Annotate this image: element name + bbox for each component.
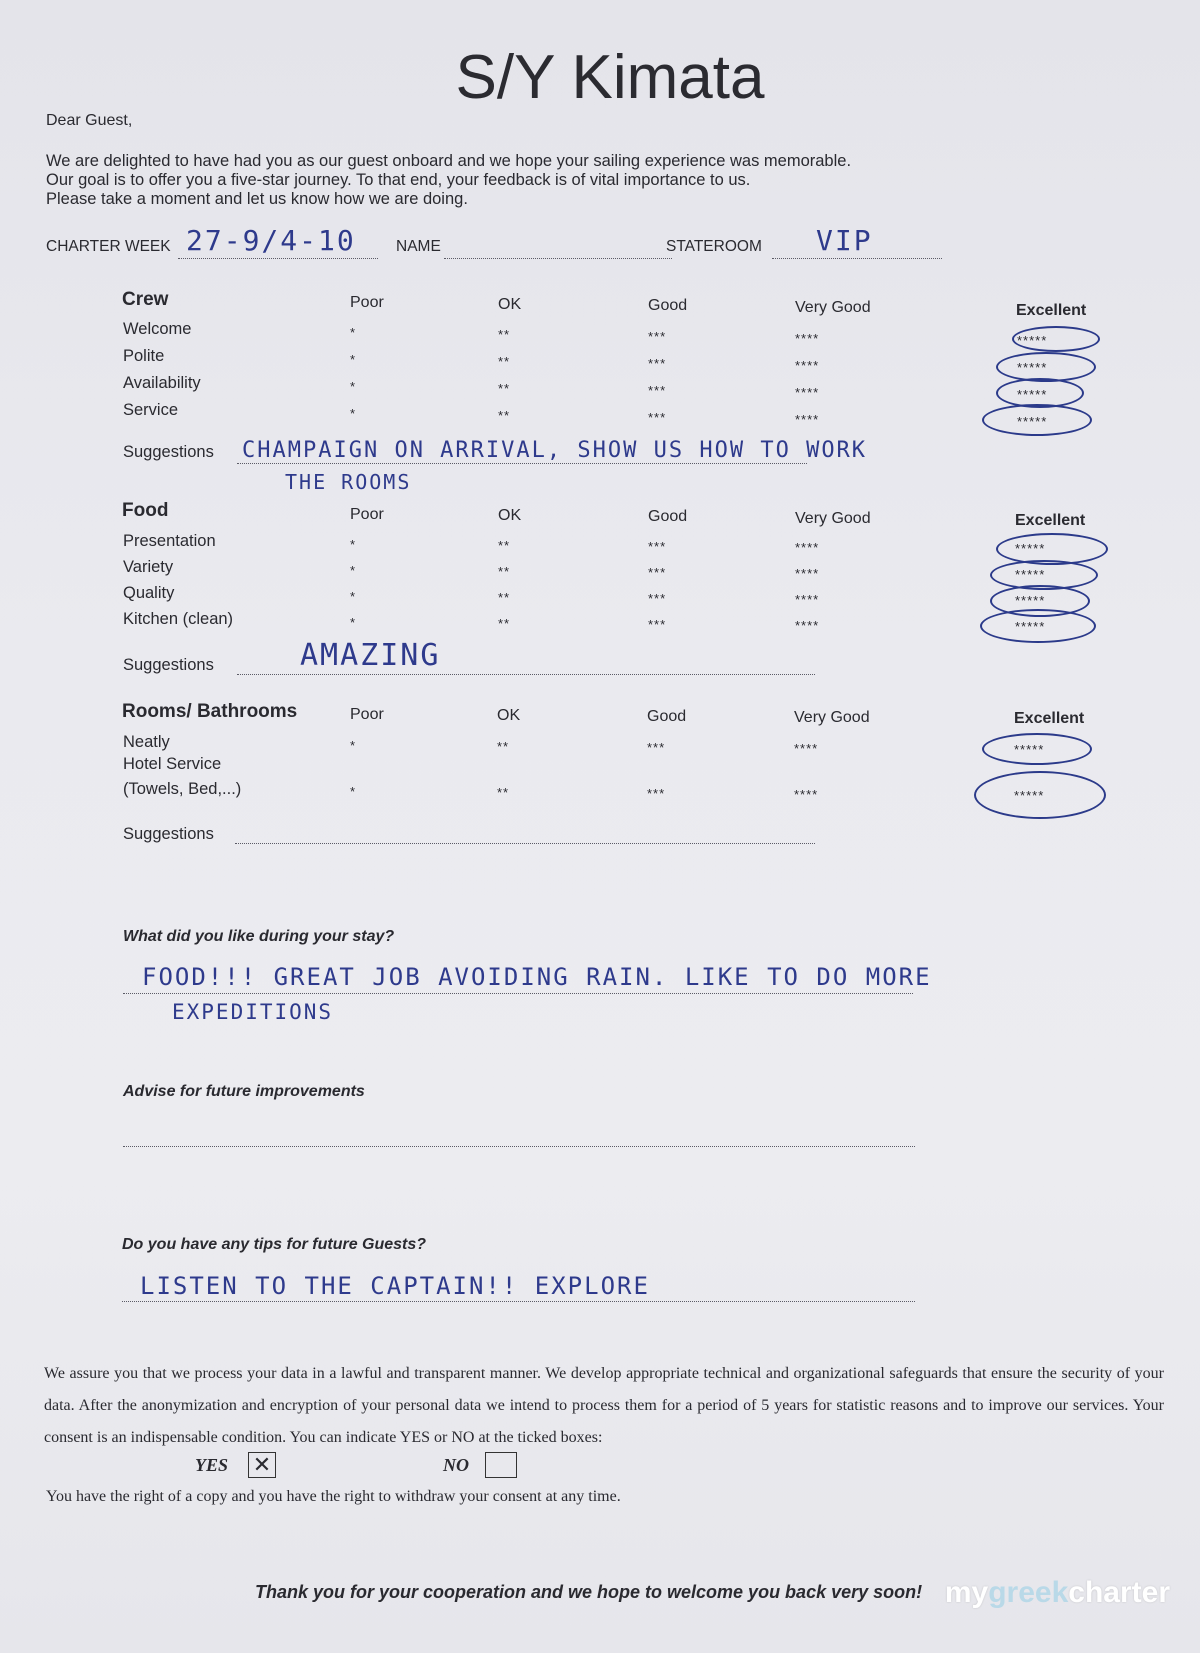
rating-1-star[interactable]: * [350, 379, 357, 394]
crew-col-good: Good [648, 297, 688, 314]
rating-3-star[interactable]: *** [647, 786, 666, 801]
rating-4-star[interactable]: **** [795, 618, 820, 633]
footer-thanks: Thank you for your cooperation and we hope to welcome you back very soon! [255, 1582, 923, 1602]
intro-line-2: Our goal is to offer you a five-star journey. To that end, your feedback is of vital importance to us. [46, 171, 751, 189]
intro-line-1: We are delighted to have had you as our guest onboard and we hope your sailing experience was memorable. [46, 152, 852, 170]
improvements-question-label: Advise for future improvements [123, 1083, 365, 1100]
crew-suggestions-line-1[interactable]: CHAMPAIGN ON ARRIVAL, SHOW US HOW TO WORK [242, 438, 868, 463]
rating-1-star[interactable]: * [350, 589, 357, 604]
stateroom-value[interactable]: VIP [816, 224, 873, 257]
rating-1-star[interactable]: * [350, 615, 357, 630]
rating-5-star[interactable]: ***** [1017, 333, 1048, 348]
food-row-quality: Quality [123, 584, 175, 602]
rating-5-star[interactable]: ***** [1015, 619, 1046, 634]
consent-yes-label: YES [195, 1455, 229, 1475]
rating-3-star[interactable]: *** [648, 591, 667, 606]
rating-4-star[interactable]: **** [795, 566, 820, 581]
charter-week-value[interactable]: 27-9/4-10 [186, 224, 356, 257]
rating-5-star[interactable]: ***** [1014, 788, 1045, 803]
consent-no-label: NO [443, 1455, 469, 1475]
rating-2-star[interactable]: ** [498, 381, 511, 396]
crew-col-very-good: Very Good [795, 299, 871, 316]
selection-circle [980, 609, 1096, 643]
rating-1-star[interactable]: * [350, 352, 357, 367]
rooms-heading: Rooms/ Bathrooms [122, 701, 298, 722]
rating-4-star[interactable]: **** [794, 787, 819, 802]
liked-answer-line-1[interactable]: FOOD!!! GREAT JOB AVOIDING RAIN. LIKE TO DO MORE [142, 963, 932, 991]
food-suggestions-value[interactable]: AMAZING [300, 638, 441, 673]
rating-3-star[interactable]: *** [648, 329, 667, 344]
rating-2-star[interactable]: ** [498, 538, 511, 553]
greeting: Dear Guest, [46, 112, 133, 129]
tips-answer[interactable]: LISTEN TO THE CAPTAIN!! EXPLORE [140, 1272, 650, 1300]
rooms-col-ok: OK [497, 707, 521, 724]
rating-2-star[interactable]: ** [498, 354, 511, 369]
food-row-variety: Variety [123, 558, 174, 576]
food-col-excellent: Excellent [1015, 512, 1086, 529]
crew-col-ok: OK [498, 296, 522, 313]
crew-col-excellent: Excellent [1016, 302, 1087, 319]
rating-1-star[interactable]: * [350, 325, 357, 340]
rooms-col-poor: Poor [350, 706, 384, 723]
rating-2-star[interactable]: ** [498, 590, 511, 605]
rating-5-star[interactable]: ***** [1015, 593, 1046, 608]
intro-paragraph [46, 152, 946, 209]
rating-1-star[interactable]: * [350, 738, 357, 753]
food-col-good: Good [648, 508, 688, 525]
rating-2-star[interactable]: ** [498, 616, 511, 631]
rooms-col-good: Good [647, 708, 687, 725]
data-privacy-text: We assure you that we process your data in a lawful and transparent manner. We develop appropriate technical and organizational safeguards that ensure the security of your data. After the anonymization and encryption of your personal data we intend to process them for a period of 5 years for statistic reasons and to improve our services. Your consent is an indispensable condition. You can indicate YES or NO at the ticked boxes: [44, 1365, 1164, 1446]
rating-2-star[interactable]: ** [497, 739, 510, 754]
mygreekcharter-watermark: mygreekcharter [944, 1576, 1170, 1609]
rooms-col-excellent: Excellent [1014, 710, 1085, 727]
crew-row-service: Service [123, 401, 179, 419]
rooms-row-hotel-service: Hotel Service [123, 755, 222, 773]
selection-circle [974, 771, 1106, 819]
food-row-presentation: Presentation [123, 532, 216, 550]
form-title: S/Y Kimata [455, 43, 765, 112]
rating-3-star[interactable]: *** [648, 617, 667, 632]
rating-4-star[interactable]: **** [795, 358, 820, 373]
rating-5-star[interactable]: ***** [1017, 387, 1048, 402]
crew-suggestions-label: Suggestions [123, 443, 214, 461]
rating-5-star[interactable]: ***** [1017, 414, 1048, 429]
rating-3-star[interactable]: *** [648, 539, 667, 554]
rating-5-star[interactable]: ***** [1015, 567, 1046, 582]
name-label: NAME [396, 238, 441, 255]
crew-heading: Crew [122, 289, 169, 310]
crew-row-welcome: Welcome [123, 320, 192, 338]
charter-week-label: CHARTER WEEK [46, 238, 171, 255]
rating-2-star[interactable]: ** [498, 327, 511, 342]
rating-1-star[interactable]: * [350, 563, 357, 578]
rating-1-star[interactable]: * [350, 784, 357, 799]
selection-circle [982, 404, 1092, 436]
food-heading: Food [122, 500, 169, 521]
rating-5-star[interactable]: ***** [1015, 541, 1046, 556]
food-col-ok: OK [498, 507, 522, 524]
rating-3-star[interactable]: *** [647, 740, 666, 755]
rights-text: You have the right of a copy and you have the right to withdraw your consent at any time. [46, 1488, 621, 1505]
rating-2-star[interactable]: ** [498, 564, 511, 579]
rating-3-star[interactable]: *** [648, 383, 667, 398]
rating-4-star[interactable]: **** [794, 741, 819, 756]
crew-col-poor: Poor [350, 294, 384, 311]
rating-3-star[interactable]: *** [648, 565, 667, 580]
stateroom-label: STATEROOM [666, 238, 762, 255]
rating-4-star[interactable]: **** [795, 592, 820, 607]
consent-no-checkbox[interactable] [485, 1452, 517, 1478]
intro-line-3: Please take a moment and let us know how we are doing. [46, 190, 468, 208]
rooms-col-very-good: Very Good [794, 709, 870, 726]
selection-circle [982, 733, 1092, 765]
liked-answer-line-2[interactable]: EXPEDITIONS [172, 1000, 334, 1024]
crew-suggestions-line-2[interactable]: THE ROOMS [285, 470, 412, 494]
rating-1-star[interactable]: * [350, 537, 357, 552]
food-col-very-good: Very Good [795, 510, 871, 527]
food-row-kitchen: Kitchen (clean) [123, 610, 234, 628]
rating-3-star[interactable]: *** [648, 356, 667, 371]
crew-row-polite: Polite [123, 347, 165, 365]
rating-1-star[interactable]: * [350, 406, 357, 421]
rating-4-star[interactable]: **** [795, 412, 820, 427]
rooms-row-towels-bed: (Towels, Bed,...) [123, 780, 242, 798]
rating-4-star[interactable]: **** [795, 540, 820, 555]
rating-4-star[interactable]: **** [795, 331, 820, 346]
rating-5-star[interactable]: ***** [1017, 360, 1048, 375]
consent-yes-checkbox[interactable] [248, 1452, 276, 1478]
rating-5-star[interactable]: ***** [1014, 742, 1045, 757]
rating-3-star[interactable]: *** [648, 410, 667, 425]
selection-circle [1012, 326, 1100, 352]
rooms-suggestions-label: Suggestions [123, 825, 214, 843]
crew-row-availability: Availability [123, 374, 201, 392]
rating-4-star[interactable]: **** [795, 385, 820, 400]
rooms-row-neatly: Neatly [123, 733, 170, 751]
tips-question-label: Do you have any tips for future Guests? [122, 1236, 427, 1253]
rating-2-star[interactable]: ** [498, 408, 511, 423]
check-mark-icon: ✕ [252, 1452, 272, 1477]
food-suggestions-label: Suggestions [123, 656, 214, 674]
liked-question-label: What did you like during your stay? [123, 928, 395, 945]
food-col-poor: Poor [350, 506, 384, 523]
charter-info-row [46, 224, 946, 266]
rating-2-star[interactable]: ** [497, 785, 510, 800]
